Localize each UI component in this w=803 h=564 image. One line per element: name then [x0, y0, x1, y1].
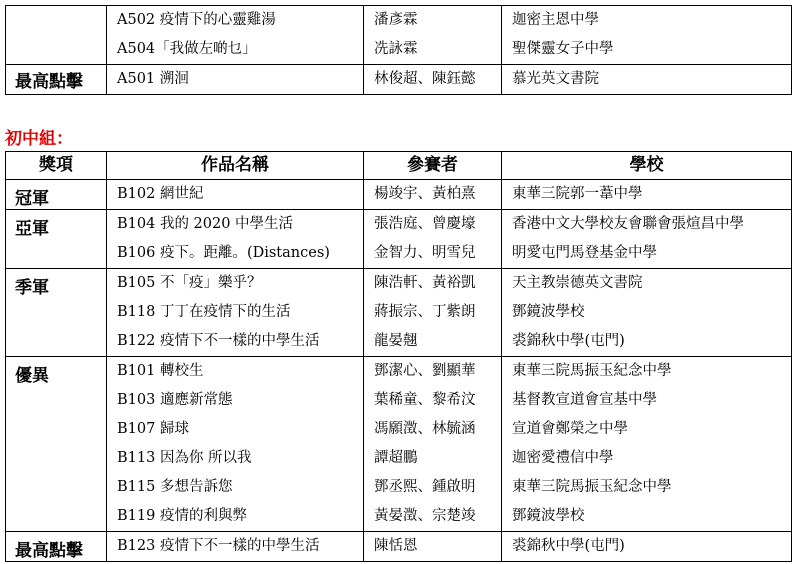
participants-names: 林俊超、陳鈺懿: [374, 71, 476, 87]
participants-names: 鄧潔心、劉顯華: [374, 363, 476, 379]
participants-names: 譚超鵬: [374, 450, 418, 466]
school-name: 東華三院馬振玉紀念中學: [512, 363, 672, 379]
school-name: 裘錦秋中學(屯門): [512, 333, 625, 349]
participants-names: 潘彥霖: [374, 12, 418, 28]
award-cell: 冠軍: [6, 180, 107, 210]
table-row: [6, 269, 792, 357]
column-header-award: 獎項: [6, 152, 107, 180]
participants-names: 黃晏澂、宗楚竣: [374, 508, 476, 524]
work-cell: [107, 269, 364, 357]
work-title: B106 疫下。距離。(Distances): [117, 245, 330, 261]
work-cell: [107, 357, 364, 532]
school-name: 宣道會鄭榮之中學: [512, 421, 628, 437]
school-name: 基督教宣道會宣基中學: [512, 392, 657, 408]
work-cell: [107, 532, 364, 562]
table-row: [6, 180, 792, 210]
award-cell: 季軍: [6, 269, 107, 357]
table-row: [6, 6, 792, 65]
participants-names: 鄧丞熙、鍾啟明: [374, 479, 476, 495]
participants-cell: [364, 6, 502, 65]
participants-cell: [364, 65, 502, 95]
school-name: 天主教崇德英文書院: [512, 275, 643, 291]
work-title: B102 網世紀: [117, 186, 204, 202]
school-name: 迦密愛禮信中學: [512, 450, 614, 466]
work-title: B105 不「疫」樂乎？: [117, 275, 262, 291]
column-header-work: 作品名稱: [107, 152, 364, 180]
participants-names: 冼詠霖: [374, 41, 418, 57]
school-name: 鄧鏡波學校: [512, 508, 585, 524]
table-row: [6, 532, 792, 562]
school-name: 東華三院馬振玉紀念中學: [512, 479, 672, 495]
award-cell: 最高點擊: [6, 532, 107, 562]
work-title: B119 疫情的利與弊: [117, 508, 247, 524]
participants-names: 金智力、明雪兒: [374, 245, 476, 261]
work-title: B123 疫情下不一樣的中學生活: [117, 538, 320, 554]
school-cell: [502, 180, 792, 210]
work-title: B115 多想告訴您: [117, 479, 233, 495]
award-cell: 最高點擊: [6, 65, 107, 95]
table-row: [6, 357, 792, 532]
school-cell: [502, 210, 792, 269]
work-cell: [107, 210, 364, 269]
award-cell: 亞軍: [6, 210, 107, 269]
table-header: [6, 152, 792, 180]
participants-cell: [364, 180, 502, 210]
work-cell: [107, 180, 364, 210]
column-header-school: 學校: [502, 152, 792, 180]
junior-results-table: [5, 151, 792, 562]
work-title: B122 疫情下不一樣的中學生活: [117, 333, 320, 349]
school-name: 迦密主恩中學: [512, 12, 599, 28]
school-name: 鄧鏡波學校: [512, 304, 585, 320]
participants-cell: [364, 357, 502, 532]
participants-names: 馮願澂、林毓涵: [374, 421, 476, 437]
work-title: B118 丁丁在疫情下的生活: [117, 304, 291, 320]
participants-names: 陳浩軒、黃裕凱: [374, 275, 476, 291]
work-title: B113 因為你 所以我: [117, 450, 252, 466]
school-name: 香港中文大學校友會聯會張煊昌中學: [512, 216, 744, 232]
school-cell: [502, 532, 792, 562]
school-name: 明愛屯門馬登基金中學: [512, 245, 657, 261]
table-row: [6, 210, 792, 269]
school-name: 慕光英文書院: [512, 71, 599, 87]
participants-names: 龍晏翹: [374, 333, 418, 349]
award-cell: [6, 6, 107, 65]
work-title: A502 疫情下的心靈雞湯: [117, 12, 276, 28]
participants-cell: [364, 269, 502, 357]
school-name: 裘錦秋中學(屯門): [512, 538, 625, 554]
school-cell: [502, 269, 792, 357]
school-cell: [502, 65, 792, 95]
award-cell: 優異: [6, 357, 107, 532]
section-title: 初中組：: [5, 129, 73, 149]
school-name: 聖傑靈女子中學: [512, 41, 614, 57]
participants-cell: [364, 210, 502, 269]
work-title: B103 適應新常態: [117, 392, 233, 408]
header-row: [6, 152, 792, 180]
column-header-participants: 參賽者: [364, 152, 502, 180]
work-title: A501 溯洄: [117, 71, 189, 87]
participants-names: 楊竣宇、黃柏熹: [374, 186, 476, 202]
work-title: A504「我做左啲乜」: [117, 41, 257, 57]
senior-table-body: [6, 6, 792, 95]
school-cell: [502, 6, 792, 65]
senior-results-table: [5, 5, 792, 95]
participants-cell: [364, 532, 502, 562]
work-title: B104 我的 2020 中學生活: [117, 216, 294, 232]
work-cell: [107, 65, 364, 95]
participants-names: 陳恬恩: [374, 538, 418, 554]
school-name: 東華三院郭一葦中學: [512, 186, 643, 202]
participants-names: 葉稀童、黎希汶: [374, 392, 476, 408]
participants-names: 張浩庭、曾慶壕: [374, 216, 476, 232]
work-title: B101 轉校生: [117, 363, 204, 379]
work-cell: [107, 6, 364, 65]
table-row: [6, 65, 792, 95]
work-title: B107 歸球: [117, 421, 189, 437]
school-cell: [502, 357, 792, 532]
junior-table-body: [6, 180, 792, 562]
participants-names: 蔣振宗、丁紫朗: [374, 304, 476, 320]
